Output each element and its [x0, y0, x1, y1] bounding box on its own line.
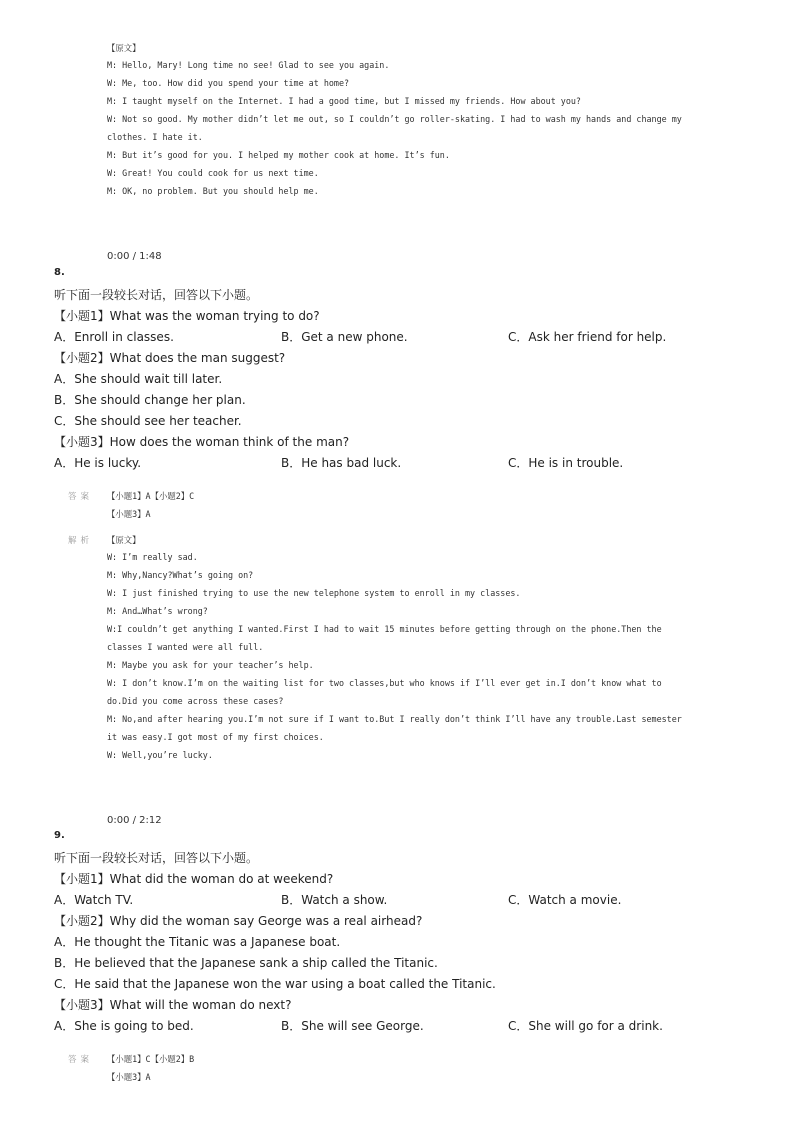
q8-transcript-line: M: No,and after hearing you.I’m not sure if I want to.But I really don’t think I’ll have any trouble.Last semester: [107, 714, 682, 724]
q7-transcript-line: W: Not so good. My mother didn’t let me out, so I couldn’t go roller-skating. I had to wash my hands and change my: [107, 114, 682, 124]
q8-sub2-option-a: A．She should wait till later.: [54, 372, 223, 386]
q8-transcript-line: classes I wanted were all full.: [107, 642, 264, 652]
q8-transcript-line: W: Well,you’re lucky.: [107, 750, 213, 760]
q9-sub1-option-c: C．Watch a movie.: [508, 893, 622, 907]
q9-sub2-prompt: 【小题2】Why did the woman say George was a real airhead?: [54, 914, 423, 928]
q8-transcript-line: M: And…What’s wrong?: [107, 606, 208, 616]
q9-answer-line: 【小题3】A: [107, 1072, 151, 1082]
q8-sub1-option-b: B．Get a new phone.: [281, 330, 408, 344]
q8-sub1-option-c: C．Ask her friend for help.: [508, 330, 667, 344]
q8-answer-label: 答案: [68, 492, 94, 502]
q8-number: 8.: [54, 267, 65, 278]
q9-answer-line: 【小题1】C【小题2】B: [107, 1054, 195, 1064]
q7-transcript-line: M: Hello, Mary! Long time no see! Glad to see you again.: [107, 60, 390, 70]
q9-sub1-prompt: 【小题1】What did the woman do at weekend?: [54, 872, 334, 886]
q8-answer-line: 【小题3】A: [107, 509, 151, 519]
q9-sub1-option-b: B．Watch a show.: [281, 893, 388, 907]
q8-analysis-label: 解析: [68, 536, 94, 546]
q7-transcript-header: 【原文】: [107, 43, 141, 53]
q9-sub3-option-c: C．She will go for a drink.: [508, 1019, 663, 1033]
q7-transcript-line: clothes. I hate it.: [107, 132, 203, 142]
q9-number: 9.: [54, 830, 65, 841]
q8-sub1-option-a: A．Enroll in classes.: [54, 330, 174, 344]
q8-transcript-line: M: Maybe you ask for your teacher’s help.: [107, 660, 314, 670]
q8-sub3-prompt: 【小题3】How does the woman think of the man?: [54, 435, 350, 449]
q7-transcript-line: M: I taught myself on the Internet. I had a good time, but I missed my friends. How about you?: [107, 96, 581, 106]
q8-sub1-prompt: 【小题1】What was the woman trying to do?: [54, 309, 320, 323]
q9-answer-label: 答案: [68, 1055, 94, 1065]
q7-transcript-line: W: Me, too. How did you spend your time at home?: [107, 78, 350, 88]
q8-transcript-line: W:I couldn’t get anything I wanted.First I had to wait 15 minutes before getting through on the phone.Then the: [107, 624, 662, 634]
q8-sub2-option-c: C．She should see her teacher.: [54, 414, 242, 428]
q9-instruction: 听下面一段较长对话，回答以下小题。: [54, 851, 259, 865]
q8-answer-line: 【小题1】A【小题2】C: [107, 491, 195, 501]
q7-transcript-line: M: But it’s good for you. I helped my mother cook at home. It’s fun.: [107, 150, 450, 160]
q7-transcript-line: W: Great! You could cook for us next time.: [107, 168, 319, 178]
q9-sub1-option-a: A．Watch TV.: [54, 893, 134, 907]
q8-sub3-option-a: A．He is lucky.: [54, 456, 142, 470]
q8-audio-time[interactable]: 0:00 / 1:48: [107, 251, 162, 262]
q9-sub3-option-a: A．She is going to bed.: [54, 1019, 194, 1033]
q9-audio-time[interactable]: 0:00 / 2:12: [107, 815, 162, 826]
q8-sub2-prompt: 【小题2】What does the man suggest?: [54, 351, 286, 365]
q7-transcript-line: M: OK, no problem. But you should help me.: [107, 186, 319, 196]
q9-sub2-option-a: A．He thought the Titanic was a Japanese boat.: [54, 935, 341, 949]
q8-transcript-line: W: I’m really sad.: [107, 552, 198, 562]
q8-transcript-header: 【原文】: [107, 535, 141, 545]
q8-transcript-line: do.Did you come across these cases?: [107, 696, 284, 706]
q9-sub3-option-b: B．She will see George.: [281, 1019, 424, 1033]
q8-transcript-line: M: Why,Nancy?What’s going on?: [107, 570, 254, 580]
q9-sub2-option-c: C．He said that the Japanese won the war using a boat called the Titanic.: [54, 977, 496, 991]
q8-sub3-option-b: B．He has bad luck.: [281, 456, 402, 470]
q8-sub3-option-c: C．He is in trouble.: [508, 456, 624, 470]
q8-transcript-line: W: I don’t know.I’m on the waiting list for two classes,but who knows if I’ll ever get in.I don’t know what to: [107, 678, 662, 688]
q8-sub2-option-b: B．She should change her plan.: [54, 393, 246, 407]
q8-instruction: 听下面一段较长对话，回答以下小题。: [54, 288, 259, 302]
q9-sub2-option-b: B．He believed that the Japanese sank a ship called the Titanic.: [54, 956, 438, 970]
q9-sub3-prompt: 【小题3】What will the woman do next?: [54, 998, 292, 1012]
q8-transcript-line: W: I just finished trying to use the new telephone system to enroll in my classes.: [107, 588, 521, 598]
q8-transcript-line: it was easy.I got most of my first choices.: [107, 732, 324, 742]
